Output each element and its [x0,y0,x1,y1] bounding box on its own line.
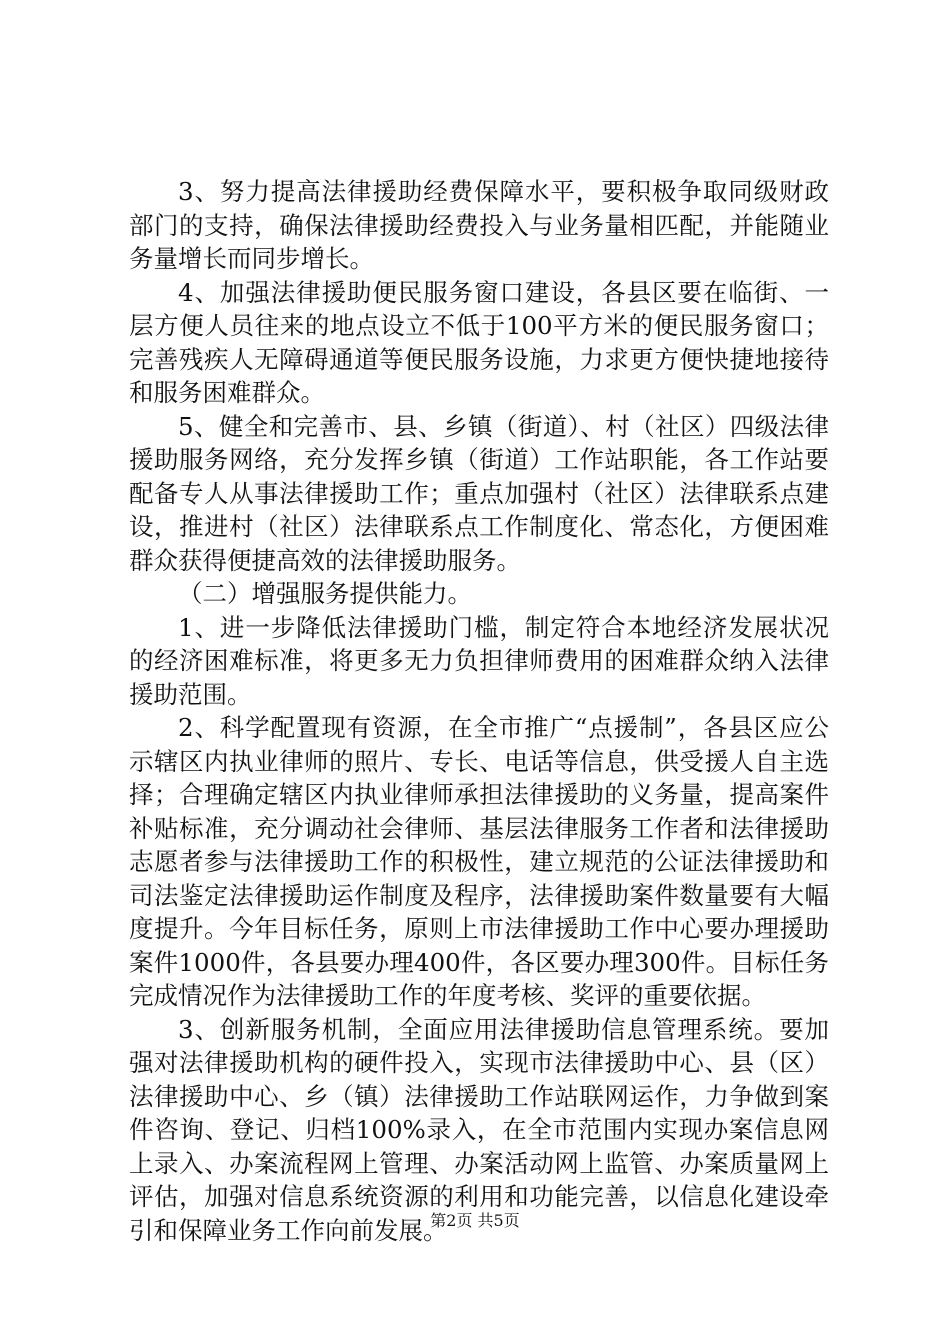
paragraph-resource-allocation: 2、科学配置现有资源，在全市推广“点援制”，各县区应公示辖区内执业律师的照片、专长、电话等信息，供受援人自主选择；合理确定辖区内执业律师承担法律援助的义务量，提高案件补贴标准，充分调动社会律师、基层法律服务工作者和法律援助志愿者参与法律援助工作的积极性，建立规范的公证法律援助和司法鉴定法律援助运作制度及程序，法律援助案件数量要有大幅度提升。今年目标任务，原则上市法律援助工作中心要办理援助案件1000件，各县要办理400件，各区要办理300件。目标任务完成情况作为法律援助工作的年度考核、奖评的重要依据。 [129,713,829,1010]
paragraph-lower-threshold: 1、进一步降低法律援助门槛，制定符合本地经济发展状况的经济困难标准，将更多无力负担律师费用的困难群众纳入法律援助范围。 [129,612,829,709]
paragraph-service-window: 4、加强法律援助便民服务窗口建设，各县区要在临街、一层方便人员往来的地点设立不低于100平方米的便民服务窗口；完善残疾人无障碍通道等便民服务设施，力求更方便快捷地接待和服务困难群众。 [129,277,829,407]
section-heading: （二）增强服务提供能力。 [178,579,472,608]
paragraph-service-network: 5、健全和完善市、县、乡镇（街道）、村（社区）四级法律援助服务网络，充分发挥乡镇（街道）工作站职能，各工作站要配备专人从事法律援助工作；重点加强村（社区）法律联系点建设，推进村（社区）法律联系点工作制度化、常态化，方便困难群众获得便捷高效的法律援助服务。 [129,411,829,575]
paragraph-info-system: 3、创新服务机制，全面应用法律援助信息管理系统。要加强对法律援助机构的硬件投入，实现市法律援助中心、县（区）法律援助中心、乡（镇）法律援助工作站联网运作，力争做到案件咨询、登记、归档100%录入，在全市范围内实现办案信息网上录入、办案流程网上管理、办案活动网上监管、办案质量网上评估，加强对信息系统资源的利用和功能完善，以信息化建设牵引和保障业务工作向前发展。 [129,1014,829,1245]
paragraph-funding: 3、努力提高法律援助经费保障水平，要积极争取同级财政部门的支持，确保法律援助经费投入与业务量相匹配，并能随业务量增长而同步增长。 [129,177,829,273]
page-indicator: 第2页 共5页 [430,1211,520,1230]
document-body [129,175,829,1247]
page-footer [0,1208,950,1231]
